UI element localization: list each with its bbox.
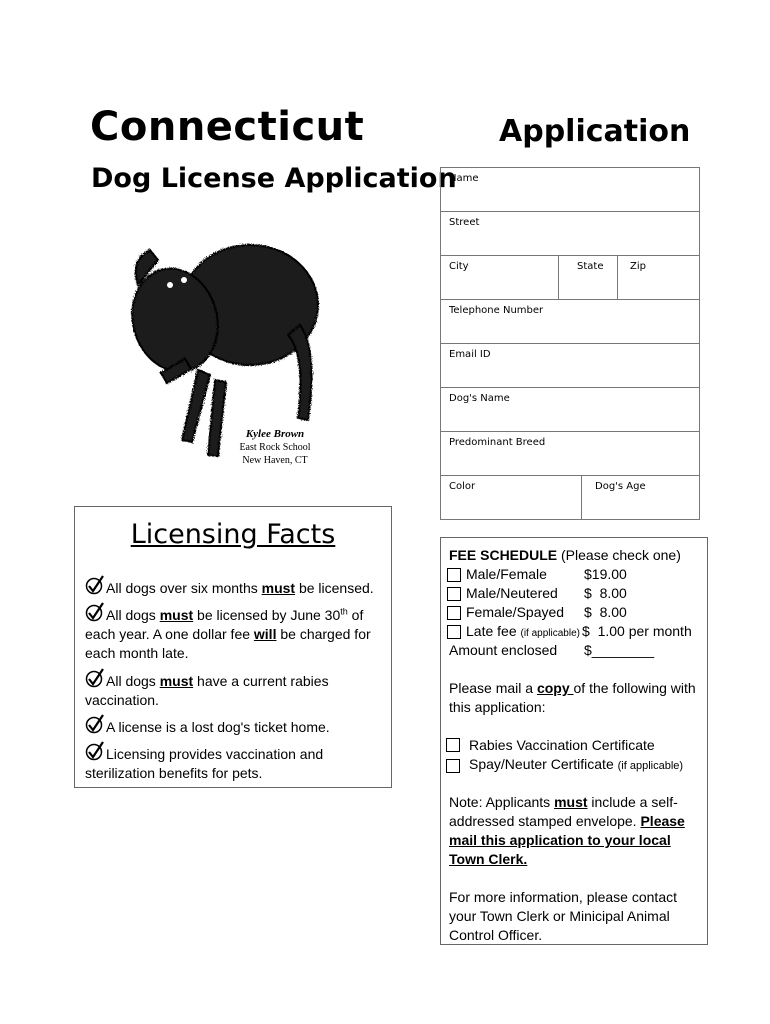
name-label: Name	[449, 173, 479, 184]
amount-enclosed-field[interactable]: $________	[584, 642, 655, 658]
licensing-facts-title: Licensing Facts	[130, 519, 336, 550]
fee-option-checkbox[interactable]	[447, 606, 461, 620]
city-label: City	[449, 261, 469, 272]
dogs-age-field[interactable]	[581, 475, 700, 520]
name-field[interactable]	[440, 167, 700, 212]
checkmark-icon	[85, 575, 105, 595]
telephone-label: Telephone Number	[449, 305, 544, 316]
state-field[interactable]	[558, 255, 618, 300]
rabies-certificate-label: Rabies Vaccination Certificate	[469, 737, 655, 753]
state-label: State	[577, 261, 604, 272]
rabies-certificate-checkbox[interactable]	[446, 738, 460, 752]
color-field[interactable]	[440, 475, 582, 520]
fee-option-label: Male/Female	[466, 566, 547, 582]
email-field[interactable]	[440, 343, 700, 388]
artwork-credit	[230, 428, 320, 467]
fee-option-label: Male/Neutered	[466, 585, 558, 601]
email-label: Email ID	[449, 349, 491, 360]
street-field[interactable]	[440, 211, 700, 256]
breed-label: Predominant Breed	[449, 437, 546, 448]
amount-enclosed-label: Amount enclosed	[449, 642, 558, 658]
street-label: Street	[449, 217, 480, 228]
mail-instructions: Please mail a copy of the following with this application:	[449, 680, 696, 715]
fee-option-price: $ 8.00	[584, 604, 627, 620]
page-subtitle: Dog License Application	[91, 163, 457, 194]
fact-3: All dogs must have a current rabies vaccination.	[85, 668, 385, 710]
city-field[interactable]	[440, 255, 559, 300]
fact-4: A license is a lost dog's ticket home.	[85, 714, 385, 737]
artist-school: East Rock School	[239, 442, 311, 453]
licensing-facts-box	[74, 506, 392, 788]
fee-option-price: $ 8.00	[584, 585, 627, 601]
artist-city: New Haven, CT	[242, 455, 308, 466]
checkmark-icon	[85, 714, 105, 734]
spay-neuter-certificate-checkbox[interactable]	[446, 759, 460, 773]
artist-name: Kylee Brown	[245, 428, 305, 440]
zip-field[interactable]	[617, 255, 700, 300]
fee-option-checkbox[interactable]	[447, 568, 461, 582]
fee-option-checkbox[interactable]	[447, 625, 461, 639]
fee-option-label: Late fee (if applicable)	[466, 623, 580, 639]
fee-heading: FEE SCHEDULE (Please check one)	[449, 547, 681, 563]
breed-field[interactable]	[440, 431, 700, 476]
fact-5: Licensing provides vaccination and sterilization benefits for pets.	[85, 741, 385, 783]
checkmark-icon	[85, 741, 105, 761]
zip-label: Zip	[630, 261, 646, 272]
page-title: Connecticut	[90, 104, 365, 150]
checkmark-icon	[85, 602, 105, 622]
dogs-name-label: Dog's Name	[449, 393, 510, 404]
fee-option-price: $ 1.00 per month	[582, 623, 692, 639]
fee-schedule-box	[440, 537, 708, 945]
application-heading: Application	[499, 114, 691, 149]
fact-1: All dogs over six months must be licensed.	[85, 575, 385, 598]
checkmark-icon	[85, 668, 105, 688]
dogs-age-label: Dog's Age	[595, 481, 646, 492]
color-label: Color	[449, 481, 476, 492]
contact-info: For more information, please contact your Town Clerk or Minicipal Animal Control Officer.	[449, 889, 677, 943]
fee-option-checkbox[interactable]	[447, 587, 461, 601]
fee-option-price: $19.00	[584, 566, 627, 582]
fee-option-label: Female/Spayed	[466, 604, 565, 620]
spay-neuter-certificate-label: Spay/Neuter Certificate (if applicable)	[469, 756, 684, 772]
applicant-note: Note: Applicants must include a self-addressed stamped envelope. Please mail this application to your local Town Clerk.	[449, 794, 685, 867]
dogs-name-field[interactable]	[440, 387, 700, 432]
fact-2: All dogs must be licensed by June 30th of each year. A one dollar fee will be charged for each month late.	[85, 602, 385, 663]
telephone-field[interactable]	[440, 299, 700, 344]
